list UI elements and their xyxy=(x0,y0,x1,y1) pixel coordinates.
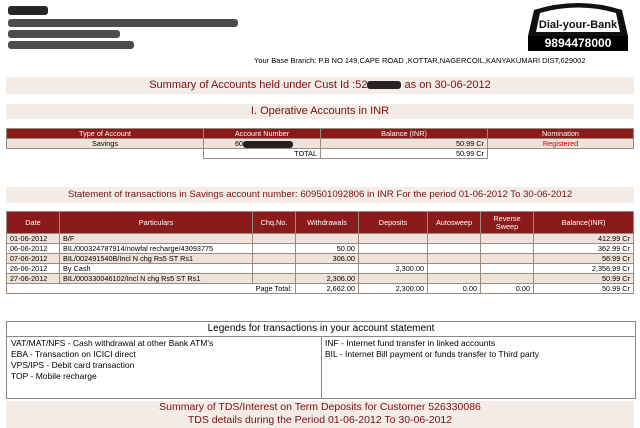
tx-autosweep xyxy=(428,234,481,244)
tx-deposits xyxy=(359,234,428,244)
table-row xyxy=(7,254,634,264)
legends-title: Legends for transactions in your account statement xyxy=(7,322,635,337)
tx-particulars: B/F xyxy=(60,234,253,244)
tx-withdrawals: 50.00 xyxy=(296,244,359,254)
summary-title-band xyxy=(6,77,634,94)
tx-chq xyxy=(253,234,296,244)
page-total-balance: 50.99 Cr xyxy=(534,284,634,294)
logo-phone-number: 9894478000 xyxy=(528,36,628,51)
page-total-autosweep: 0.00 xyxy=(428,284,481,294)
tx-balance: 56.99 Cr xyxy=(534,254,634,264)
dial-your-bank-logo xyxy=(522,2,634,54)
transactions-table xyxy=(6,211,634,294)
legend-item: BIL - Internet Bill payment or funds transfer to Third party xyxy=(325,349,540,359)
tds-subtitle: TDS details during the Period 01-06-2012 To 30-06-2012 xyxy=(187,414,453,426)
tx-date: 01-06-2012 xyxy=(7,234,60,244)
tx-particulars: By Cash xyxy=(60,264,253,274)
tx-particulars: BIL/002491540B/Incl N chg Rs5 ST Rs1 xyxy=(60,254,253,264)
legend-item: VAT/MAT/NFS - Cash withdrawal at other Bank ATM's xyxy=(11,338,214,348)
tx-date: 26-06-2012 xyxy=(7,264,60,274)
legend-item: INF - Internet fund transfer in linked accounts xyxy=(325,338,496,348)
logo-text: Dial-your-Bank xyxy=(538,19,618,31)
operative-title: I. Operative Accounts in INR xyxy=(250,105,390,117)
total-value: 50.99 Cr xyxy=(321,149,488,159)
redacted-address-line-2 xyxy=(8,30,120,38)
tx-particulars: BIL/000324787914/nowfal recharge/43093775 xyxy=(60,244,253,254)
legends-right-column xyxy=(325,338,539,360)
tx-chq xyxy=(253,264,296,274)
tx-reverse xyxy=(481,244,534,254)
col-chq-no: Chq.No. xyxy=(253,212,296,234)
tx-deposits: 2,300.00 xyxy=(359,264,428,274)
legends-box xyxy=(6,321,636,399)
col-account-number: Account Number xyxy=(204,129,321,139)
tds-title: Summary of TDS/Interest on Term Deposits for Customer 526330086 xyxy=(159,401,481,413)
tx-particulars: BIL/000330046102/Incl N chg Rs5 ST Rs1 xyxy=(60,274,253,284)
tx-deposits xyxy=(359,274,428,284)
page-total-label: Page Total: xyxy=(7,284,296,294)
empty-cell xyxy=(7,149,204,159)
base-branch-text: Your Base Branch: P.B NO 149,CAPE ROAD ,KOTTAR,NAGERCOIL,KANYAKUMARI DIST,629002 xyxy=(254,56,586,65)
col-deposits: Deposits xyxy=(359,212,428,234)
col-reverse-sweep: Reverse Sweep xyxy=(481,212,534,234)
account-row xyxy=(7,139,634,149)
table-row xyxy=(7,274,634,284)
col-nomination: Nomination xyxy=(488,129,634,139)
tx-deposits xyxy=(359,244,428,254)
tx-date: 07-06-2012 xyxy=(7,254,60,264)
account-number-cell xyxy=(204,139,321,149)
col-autosweep: Autosweep xyxy=(428,212,481,234)
tx-withdrawals: 306.00 xyxy=(296,254,359,264)
tx-autosweep xyxy=(428,274,481,284)
legend-item: TOP - Mobile recharge xyxy=(11,371,97,381)
legends-left-column xyxy=(11,338,213,382)
account-balance: 50.99 Cr xyxy=(321,139,488,149)
tx-reverse xyxy=(481,274,534,284)
redacted-address-line-3 xyxy=(8,41,134,49)
col-withdrawals: Withdrawals xyxy=(296,212,359,234)
statement-title-band xyxy=(6,187,634,203)
operative-title-band xyxy=(6,104,634,119)
accounts-total-row xyxy=(7,149,634,159)
legend-item: EBA - Transaction on ICICI direct xyxy=(11,349,136,359)
account-type: Savings xyxy=(7,139,204,149)
tx-balance: 412.99 Cr xyxy=(534,234,634,244)
page-total-row xyxy=(7,284,634,294)
legend-item: VPS/IPS - Debit card transaction xyxy=(11,360,135,370)
tx-chq xyxy=(253,274,296,284)
col-date: Date xyxy=(7,212,60,234)
tx-autosweep xyxy=(428,244,481,254)
tx-withdrawals xyxy=(296,234,359,244)
statement-title: Statement of transactions in Savings account number: 609501092806 in INR For the period 01-06-2012 To 30-06-2012 xyxy=(67,189,573,200)
tx-autosweep xyxy=(428,264,481,274)
tx-autosweep xyxy=(428,254,481,264)
tds-title-band xyxy=(6,401,634,428)
col-type-of-account: Type of Account xyxy=(7,129,204,139)
page-total-deposits: 2,300.00 xyxy=(359,284,428,294)
tx-reverse xyxy=(481,254,534,264)
col-particulars: Particulars xyxy=(60,212,253,234)
summary-title-prefix: Summary of Accounts held under Cust Id :52 xyxy=(149,79,368,91)
tx-chq xyxy=(253,254,296,264)
col-balance: Balance (INR) xyxy=(321,129,488,139)
accounts-table xyxy=(6,128,634,159)
tx-balance: 50.99 Cr xyxy=(534,274,634,284)
total-label: TOTAL xyxy=(204,149,321,159)
tx-deposits xyxy=(359,254,428,264)
redacted-address-line-1 xyxy=(8,19,238,27)
tx-withdrawals xyxy=(296,264,359,274)
redacted-account-number xyxy=(243,141,293,148)
page-total-withdrawals: 2,662.00 xyxy=(296,284,359,294)
account-number-prefix: 60 xyxy=(235,139,244,148)
legends-divider xyxy=(321,336,322,398)
table-row xyxy=(7,234,634,244)
page-total-reverse: 0.00 xyxy=(481,284,534,294)
tx-withdrawals: 2,306.00 xyxy=(296,274,359,284)
empty-cell xyxy=(488,149,634,159)
summary-title-suffix: as on 30-06-2012 xyxy=(404,79,491,91)
tx-date: 27-06-2012 xyxy=(7,274,60,284)
tx-reverse xyxy=(481,264,534,274)
tx-reverse xyxy=(481,234,534,244)
table-row xyxy=(7,264,634,274)
table-row xyxy=(7,244,634,254)
tx-balance: 362.99 Cr xyxy=(534,244,634,254)
nomination-status: Registered xyxy=(488,139,634,149)
tx-balance: 2,356.99 Cr xyxy=(534,264,634,274)
redacted-name xyxy=(8,6,48,15)
tx-chq xyxy=(253,244,296,254)
col-balance-inr: Balance(INR) xyxy=(534,212,634,234)
tx-date: 06-06-2012 xyxy=(7,244,60,254)
redacted-cust-id xyxy=(367,81,401,89)
